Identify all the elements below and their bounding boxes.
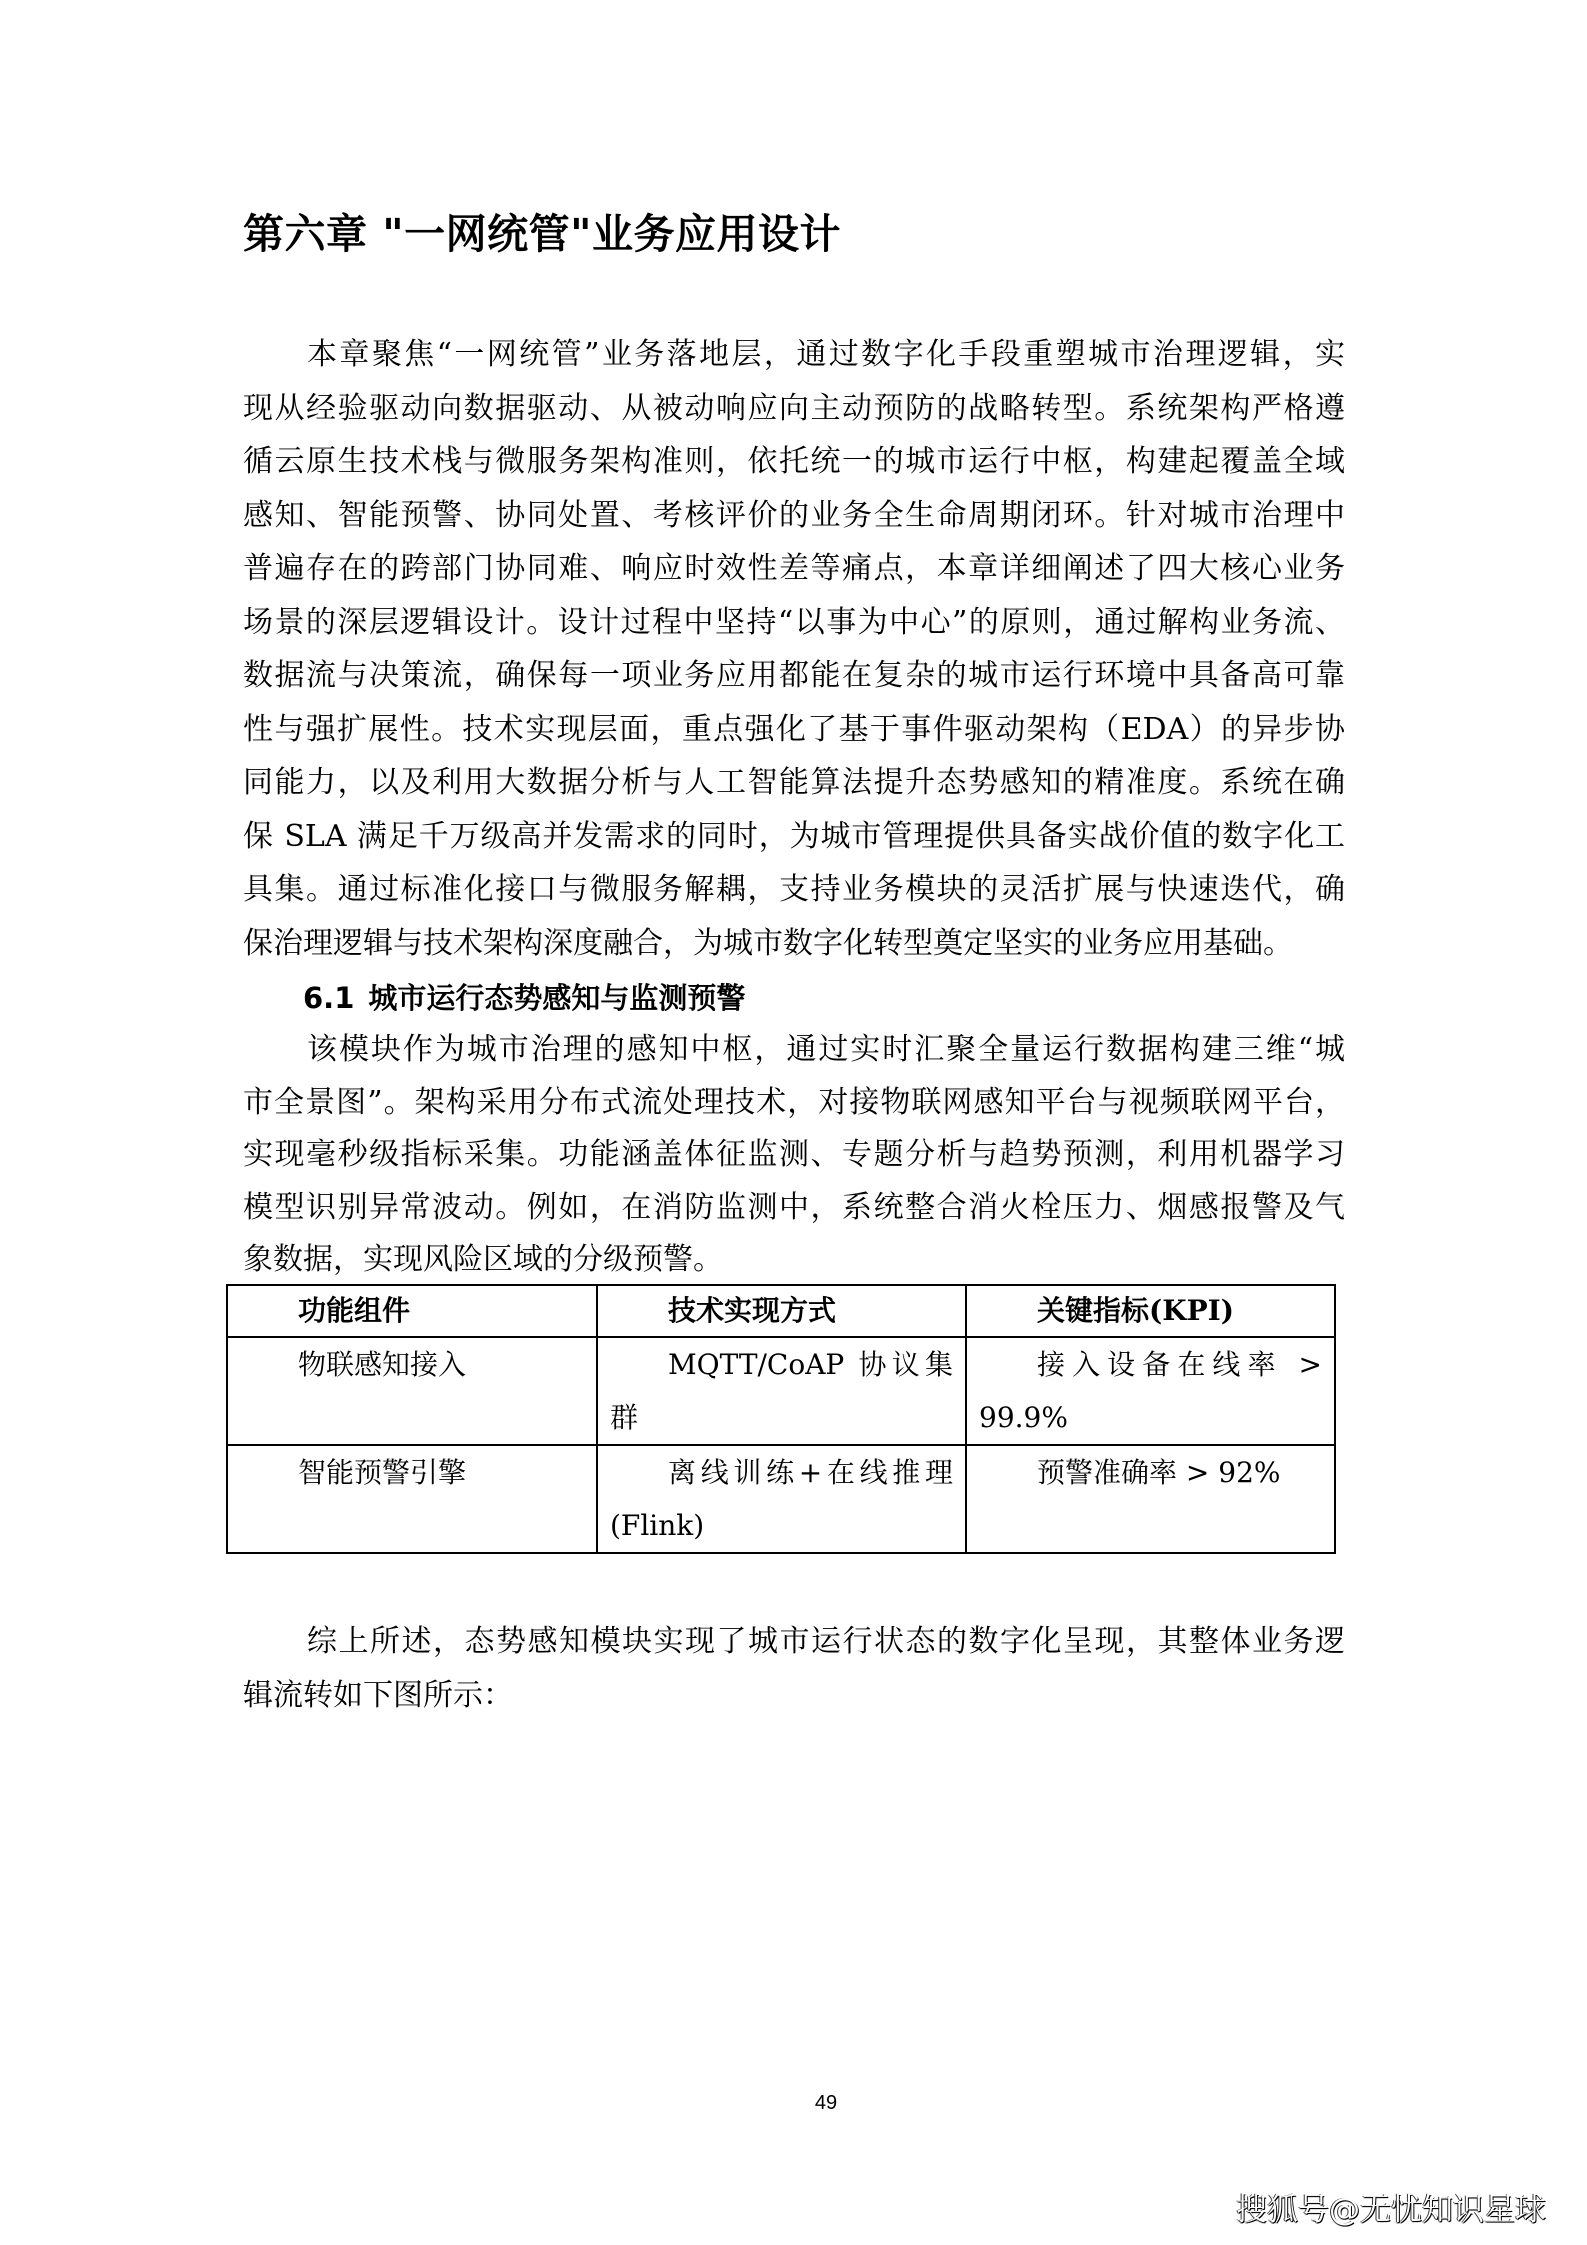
cell-text: 99.9%	[979, 1401, 1068, 1434]
paragraph-line: 模型识别异常波动。例如，在消防监测中，系统整合消火栓压力、烟感报警及气	[243, 1189, 1345, 1225]
table-cell	[227, 1445, 597, 1553]
table-row	[227, 1337, 1335, 1445]
paragraph-line: 本章聚焦“一网统管”业务落地层，通过数字化手段重塑城市治理逻辑，实	[307, 337, 1345, 372]
paragraph-line: 辑流转如下图所示：	[243, 1677, 513, 1713]
paragraph-line: 性与强扩展性。技术实现层面，重点强化了基于事件驱动架构（EDA）的异步协	[243, 711, 1345, 747]
table-row	[227, 1445, 1335, 1553]
paragraph-line: 市全景图”。架构采用分布式流处理技术，对接物联网感知平台与视频联网平台，	[243, 1084, 1345, 1120]
cell-text: MQTT/CoAP 协议集	[668, 1348, 953, 1381]
paragraph-line: 同能力，以及利用大数据分析与人工智能算法提升态势感知的精准度。系统在确	[243, 765, 1345, 800]
cell-text: 离线训练+在线推理	[668, 1456, 953, 1489]
paragraph-line: 数据流与决策流，确保每一项业务应用都能在复杂的城市运行环境中具备高可靠	[243, 658, 1345, 693]
paragraph-line: 象数据，实现风险区域的分级预警。	[243, 1242, 723, 1277]
section-number: 6.1	[303, 981, 355, 1015]
cell-text: 物联感知接入	[298, 1348, 467, 1381]
paragraph-line: 保治理逻辑与技术架构深度融合，为城市数字化转型奠定坚实的业务应用基础。	[243, 925, 1293, 961]
watermark-text: 搜狐号@无忧知识星球	[1236, 2192, 1546, 2228]
cell-text: (Flink)	[610, 1509, 705, 1542]
cell-text: 群	[610, 1401, 639, 1434]
page-number: 49	[814, 2092, 838, 2114]
table-header-cell	[227, 1285, 597, 1337]
section-paragraph	[243, 1024, 1345, 1287]
cell-text: 接入设备在线率 >	[1037, 1348, 1322, 1381]
header-label: 技术实现方式	[668, 1294, 837, 1327]
paragraph-line: 实现毫秒级指标采集。功能涵盖体征监测、专题分析与趋势预测，利用机器学习	[243, 1137, 1345, 1172]
intro-paragraph	[243, 328, 1345, 970]
table-header-cell	[597, 1285, 966, 1337]
table-header-row	[227, 1285, 1335, 1337]
paragraph-line: 保 SLA 满足千万级高并发需求的同时，为城市管理提供具备实战价值的数字化工	[243, 818, 1345, 854]
chapter-title: 第六章 "一网统管"业务应用设计	[243, 210, 841, 258]
table-cell	[227, 1337, 597, 1445]
table-cell	[966, 1337, 1335, 1445]
header-label: 关键指标(KPI)	[1037, 1294, 1234, 1327]
header-label: 功能组件	[298, 1294, 411, 1327]
table-cell	[597, 1445, 966, 1553]
table-cell	[597, 1337, 966, 1445]
cell-text: 预警准确率 > 92%	[1037, 1456, 1281, 1489]
summary-paragraph	[243, 1615, 1345, 1722]
cell-text: 智能预警引擎	[298, 1456, 467, 1489]
kpi-table	[226, 1284, 1336, 1554]
paragraph-line: 该模块作为城市治理的感知中枢，通过实时汇聚全量运行数据构建三维“城	[307, 1032, 1345, 1067]
table-header-cell	[966, 1285, 1335, 1337]
paragraph-line: 感知、智能预警、协同处置、考核评价的业务全生命周期闭环。针对城市治理中	[243, 497, 1345, 533]
paragraph-line: 具集。通过标准化接口与微服务解耦，支持业务模块的灵活扩展与快速迭代，确	[243, 872, 1345, 907]
paragraph-line: 现从经验驱动向数据驱动、从被动响应向主动预防的战略转型。系统架构严格遵	[243, 390, 1345, 426]
section-heading	[303, 972, 745, 1024]
paragraph-line: 循云原生技术栈与微服务架构准则，依托统一的城市运行中枢，构建起覆盖全域	[243, 444, 1345, 479]
paragraph-line: 普遍存在的跨部门协同难、响应时效性差等痛点，本章详细阐述了四大核心业务	[243, 551, 1345, 586]
table-cell	[966, 1445, 1335, 1553]
section-title: 城市运行态势感知与监测预警	[368, 981, 746, 1015]
paragraph-line: 场景的深层逻辑设计。设计过程中坚持“以事为中心”的原则，通过解构业务流、	[243, 604, 1345, 640]
paragraph-line: 综上所述，态势感知模块实现了城市运行状态的数字化呈现，其整体业务逻	[307, 1624, 1345, 1659]
